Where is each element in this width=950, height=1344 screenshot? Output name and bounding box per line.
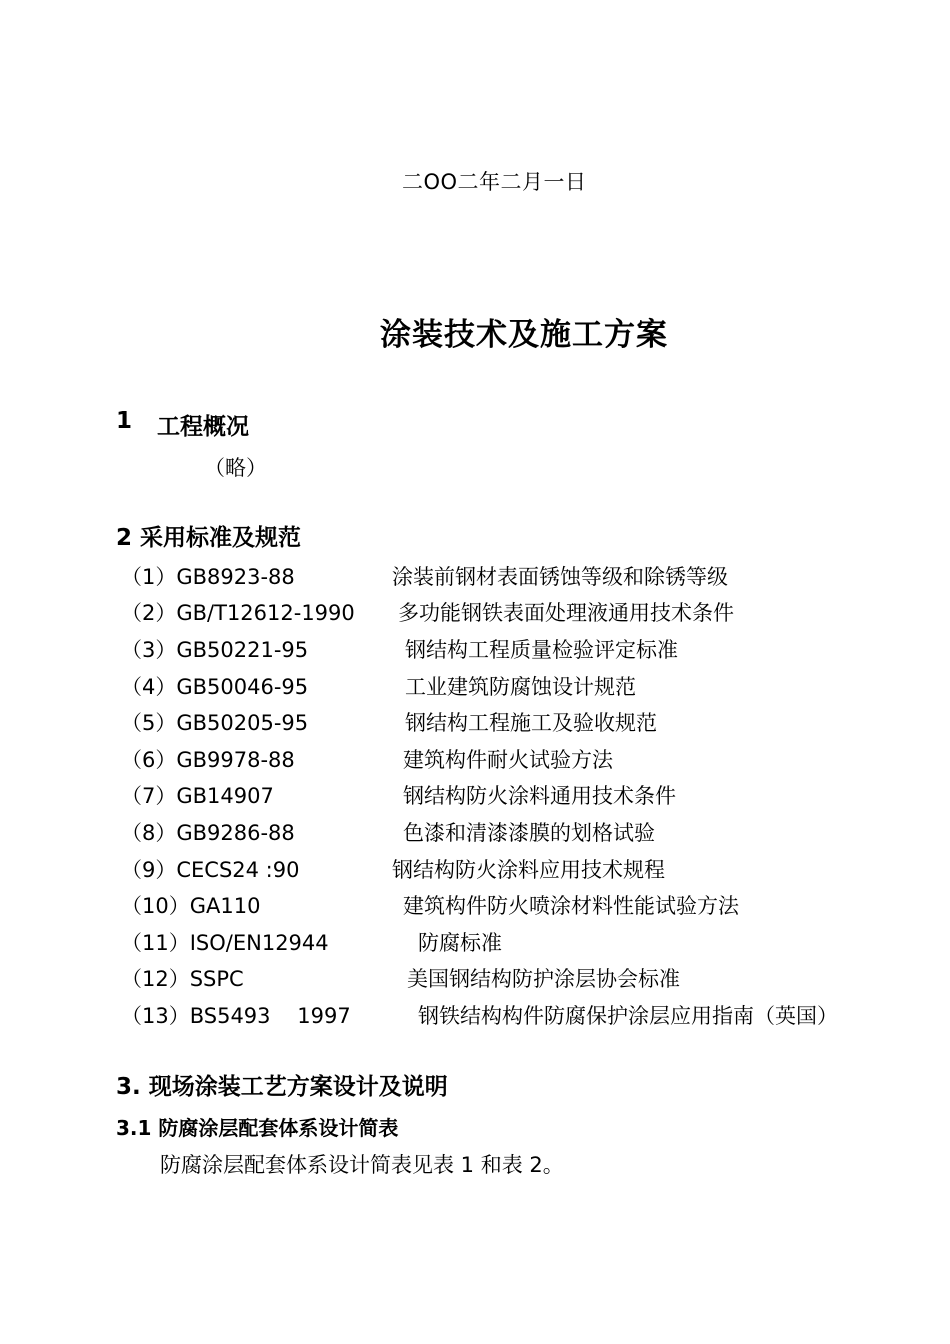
- standard-name: 工业建筑防腐蚀设计规范: [405, 675, 636, 699]
- standard-name: 钢结构工程质量检验评定标准: [405, 638, 678, 662]
- standard-name: 钢铁结构构件防腐保护涂层应用指南（英国）: [418, 1004, 838, 1028]
- standard-code: （7）GB14907: [121, 784, 274, 808]
- section-3-heading: 3. 现场涂装工艺方案设计及说明: [116, 1074, 448, 1100]
- standard-code: （8）GB9286-88: [121, 821, 295, 845]
- section-1-number: 1: [116, 408, 133, 434]
- standard-name: 涂装前钢材表面锈蚀等级和除锈等级: [392, 565, 728, 589]
- section-1-title: 工程概况: [157, 414, 249, 440]
- standard-name: 色漆和清漆漆膜的划格试验: [403, 821, 655, 845]
- section-1-note: （略）: [204, 456, 267, 480]
- standard-code: （13）BS5493 1997: [121, 1004, 351, 1028]
- standard-code: （11）ISO/EN12944: [121, 931, 329, 955]
- standard-name: 防腐标准: [418, 931, 502, 955]
- standard-name: 多功能钢铁表面处理液通用技术条件: [398, 601, 734, 625]
- section-3-1-paragraph: 防腐涂层配套体系设计简表见表 1 和表 2。: [160, 1153, 564, 1177]
- section-2-heading: 2 采用标准及规范: [116, 525, 302, 551]
- standard-code: （4）GB50046-95: [121, 675, 309, 699]
- standard-code: （5）GB50205-95: [121, 711, 309, 735]
- standard-code: （1）GB8923-88: [121, 565, 295, 589]
- section-3-1-heading: 3.1 防腐涂层配套体系设计简表: [116, 1116, 399, 1140]
- standard-code: （9）CECS24 :90: [121, 858, 300, 882]
- document-title: 涂装技术及施工方案: [380, 317, 668, 353]
- standard-name: 建筑构件耐火试验方法: [403, 748, 613, 772]
- standard-code: （10）GA110: [121, 894, 261, 918]
- standard-name: 钢结构防火涂料应用技术规程: [392, 858, 665, 882]
- standard-code: （6）GB9978-88: [121, 748, 295, 772]
- standard-name: 钢结构工程施工及验收规范: [405, 711, 657, 735]
- standard-name: 钢结构防火涂料通用技术条件: [403, 784, 676, 808]
- standard-name: 建筑构件防火喷涂材料性能试验方法: [403, 894, 739, 918]
- standard-code: （2）GB/T12612-1990: [121, 601, 355, 625]
- document-date: 二OO二年二月一日: [402, 170, 587, 194]
- standard-code: （3）GB50221-95: [121, 638, 309, 662]
- standard-code: （12）SSPC: [121, 967, 244, 991]
- standard-name: 美国钢结构防护涂层协会标准: [407, 967, 680, 991]
